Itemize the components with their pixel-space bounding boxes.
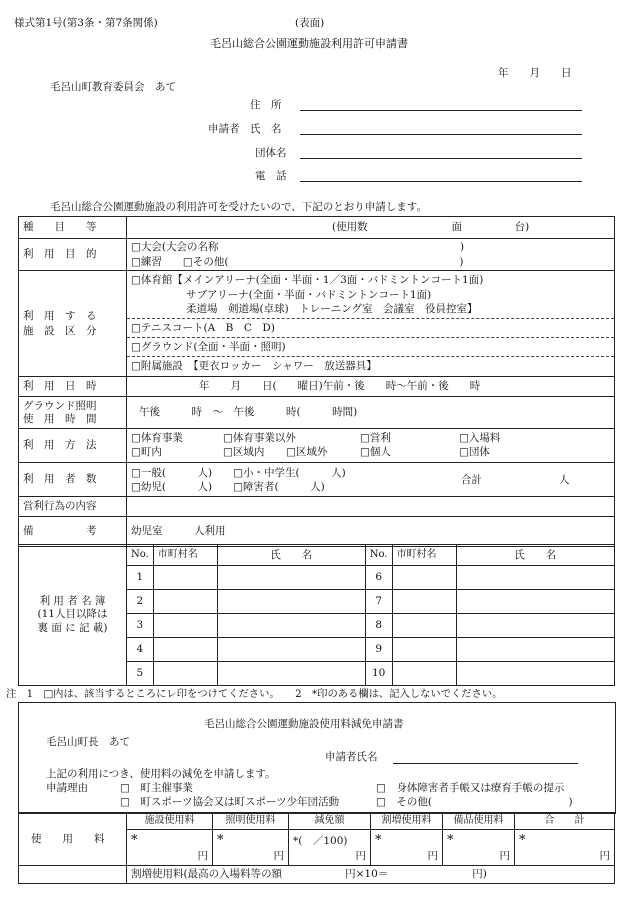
roster-no: 7: [365, 590, 392, 614]
fee-equipment[interactable]: [443, 830, 515, 866]
phone-label: 電 話: [255, 170, 287, 182]
roster-name-input[interactable]: [456, 566, 614, 590]
roster-name-input[interactable]: [217, 590, 365, 614]
form-title: 毛呂山総合公園運動施設利用許可申請書: [210, 37, 408, 50]
gym-sub-arena: サブアリーナ(全面・半面・バドミントンコート1面): [186, 288, 432, 301]
fee-header-total: 合 計: [515, 813, 615, 830]
commercial-label: 営利行為の内容: [19, 497, 127, 517]
roster-name-input[interactable]: [456, 590, 614, 614]
form-number: 様式第1号(第3条・第7条関係): [14, 17, 158, 29]
date-label: 利 用 日 時: [19, 377, 127, 397]
fee-header-lighting: 照明使用料: [213, 813, 289, 830]
fees-table: [18, 812, 615, 884]
users-children[interactable]: □幼児( 人) □障害者( 人): [131, 480, 325, 493]
method-individual[interactable]: □個人: [360, 445, 391, 458]
lighting-label: [19, 397, 127, 429]
gym-option[interactable]: [127, 271, 614, 318]
method-in-area[interactable]: □区域内: [223, 445, 265, 458]
tennis-option[interactable]: □テニスコート(A B C D): [127, 318, 614, 337]
reduction-applicant-label: 申請者氏名: [325, 751, 378, 763]
roster-name-input[interactable]: [217, 638, 365, 662]
method-label: 利 用 方 法: [19, 429, 127, 463]
purpose-cell[interactable]: [127, 239, 615, 271]
users-label: 利 用 者 数: [19, 463, 127, 497]
application-table: [18, 216, 615, 547]
roster-no: 3: [127, 614, 154, 638]
facility-label-2: 施 設 区 分: [23, 324, 97, 337]
fee-header-surcharge: 割増使用料: [371, 813, 443, 830]
facility-label-1: 利 用 す る: [23, 310, 97, 323]
name-input[interactable]: [300, 134, 582, 135]
fee-reduction[interactable]: [289, 830, 371, 866]
surcharge-basis[interactable]: 割増使用料(最高の入場料等の額 円×10＝ 円): [127, 866, 615, 884]
remarks-label: 備 考: [19, 517, 127, 547]
reason-other[interactable]: □ その他( ): [376, 796, 573, 808]
roster-name-input[interactable]: [217, 566, 365, 590]
form-note: 注 1 □内は、該当するところにレ印をつけてください。 2 *印のある欄は、記入しないでください。: [6, 688, 503, 700]
roster-label-1: 利 用 者 名 簿: [39, 594, 106, 607]
yen-unit: 円: [427, 849, 438, 862]
applicant-label: 申請者: [208, 123, 240, 135]
ground-option[interactable]: □グラウンド(全面・半面・照明): [127, 337, 614, 356]
method-non-sports[interactable]: □体育事業以外: [223, 431, 296, 444]
reduction-title: 毛呂山総合公園運動施設使用料減免申請書: [204, 718, 404, 730]
commercial-value[interactable]: [127, 497, 615, 517]
fee-header-equipment: 備品使用料: [443, 813, 515, 830]
roster-label-2: (11人目以降は: [37, 608, 108, 621]
yen-unit: 円: [273, 849, 284, 862]
category-value[interactable]: (使用数 面 台): [127, 217, 615, 239]
roster-city-input[interactable]: [153, 590, 217, 614]
facility-cell: [127, 271, 615, 377]
category-label: 種 目 等: [19, 217, 127, 239]
reason-town-event[interactable]: □ 町主催事業: [120, 782, 193, 794]
star-mark: *: [217, 833, 224, 848]
yen-unit: 円: [355, 849, 366, 862]
request-text: 毛呂山総合公園運動施設の利用許可を受けたいので、下記のとおり申請します。: [50, 201, 427, 213]
roster-name-input[interactable]: [456, 638, 614, 662]
annex-option[interactable]: □附属施設 【更衣ロッカー シャワー 放送器具】: [127, 356, 614, 375]
method-admission[interactable]: □入場料: [459, 431, 501, 444]
lighting-value[interactable]: 午後 時 〜 午後 時( 時間): [127, 397, 615, 429]
roster-no: 10: [365, 662, 392, 686]
facility-label: [19, 271, 127, 377]
roster-no: 8: [365, 614, 392, 638]
method-cell[interactable]: [127, 429, 615, 463]
roster-name-input[interactable]: [456, 614, 614, 638]
roster-name-input[interactable]: [217, 662, 365, 686]
users-total-label: 合計: [461, 473, 482, 486]
phone-input[interactable]: [300, 181, 582, 182]
roster-table: [18, 544, 615, 686]
reason-label: 申請理由: [46, 782, 88, 794]
roster-no: 1: [127, 566, 154, 590]
roster-header-name: 氏 名: [456, 545, 614, 566]
roster-city-input[interactable]: [392, 590, 456, 614]
yen-unit: 円: [197, 849, 208, 862]
group-label: 団体名: [255, 147, 287, 159]
roster-header-no: No.: [365, 545, 392, 566]
users-total-unit: 人: [559, 473, 570, 486]
roster-label-3: 裏 面 に 記 載): [37, 621, 108, 634]
method-group[interactable]: □団体: [459, 445, 490, 458]
roster-name-input[interactable]: [456, 662, 614, 686]
roster-no: 4: [127, 638, 154, 662]
roster-header-name: 氏 名: [217, 545, 365, 566]
users-general[interactable]: □一般( 人) □小・中学生( 人): [131, 466, 346, 479]
roster-header-no: No.: [127, 545, 154, 566]
reduction-rate: *( ／100): [293, 835, 348, 847]
purpose-tournament[interactable]: □大会(大会の名称 ): [131, 241, 465, 254]
method-out-area[interactable]: □区域外: [286, 445, 328, 458]
addressee: 毛呂山町教育委員会 あて: [50, 81, 176, 93]
purpose-practice[interactable]: □練習 □その他( ): [131, 255, 464, 268]
method-profit[interactable]: □営利: [360, 431, 391, 444]
roster-city-input[interactable]: [153, 614, 217, 638]
fee-lighting[interactable]: [213, 830, 289, 866]
roster-city-input[interactable]: [153, 662, 217, 686]
roster-city-input[interactable]: [153, 566, 217, 590]
roster-label: [19, 545, 127, 686]
reduction-applicant-input[interactable]: [393, 763, 578, 764]
method-sports[interactable]: □体育事業: [131, 431, 183, 444]
reason-disability[interactable]: □ 身体障害者手帳又は療育手帳の提示: [376, 782, 565, 794]
fee-facility[interactable]: [127, 830, 213, 866]
fee-header-facility: 施設使用料: [127, 813, 213, 830]
yen-unit: 円: [499, 849, 510, 862]
roster-city-input[interactable]: [392, 662, 456, 686]
fee-header-reduction: 減免額: [289, 813, 371, 830]
star-mark: *: [131, 833, 138, 848]
lighting-label-1: グラウンド照明: [23, 400, 97, 413]
gym-rooms: 柔道場 剣道場(卓球) トレーニング室 会議室 役員控室】: [186, 302, 478, 315]
roster-city-input[interactable]: [153, 638, 217, 662]
date-field[interactable]: 年 月 日: [498, 67, 572, 79]
fees-label: 使 用 料: [19, 813, 127, 866]
gym-main-arena: □体育館【メインアリーナ(全面・半面・1／3面・バドミントンコート1面): [131, 274, 484, 287]
star-mark: *: [447, 833, 454, 848]
roster-header-city: 市町村名: [392, 545, 456, 566]
purpose-label: 利 用 目 的: [19, 239, 127, 271]
reduction-addressee: 毛呂山町長 あて: [46, 736, 130, 748]
name-label: 氏 名: [250, 123, 282, 135]
method-town[interactable]: □町内: [131, 445, 162, 458]
fee-total[interactable]: [515, 830, 615, 866]
star-mark: *: [519, 833, 526, 848]
roster-no: 5: [127, 662, 154, 686]
roster-city-input[interactable]: [392, 566, 456, 590]
roster-no: 2: [127, 590, 154, 614]
reason-sports-assoc[interactable]: □ 町スポーツ協会又は町スポーツ少年団活動: [120, 796, 340, 808]
roster-name-input[interactable]: [217, 614, 365, 638]
address-input[interactable]: [300, 110, 582, 111]
lighting-label-2: 使 用 時 間: [23, 412, 97, 425]
remarks-value[interactable]: 幼児室 人利用: [127, 517, 615, 547]
fees-spacer: [19, 866, 127, 884]
date-value[interactable]: 年 月 日( 曜日)午前・後 時〜午前・後 時: [127, 377, 615, 397]
group-input[interactable]: [300, 158, 582, 159]
roster-no: 6: [365, 566, 392, 590]
side-label: (表面): [295, 17, 325, 29]
roster-city-input[interactable]: [392, 638, 456, 662]
fee-surcharge[interactable]: [371, 830, 443, 866]
reduction-text: 上記の利用につき、使用料の減免を申請します。: [46, 768, 276, 780]
roster-no: 9: [365, 638, 392, 662]
roster-header-city: 市町村名: [153, 545, 217, 566]
star-mark: *: [375, 833, 382, 848]
roster-city-input[interactable]: [392, 614, 456, 638]
users-cell[interactable]: [127, 463, 615, 497]
address-label: 住 所: [250, 99, 282, 111]
yen-unit: 円: [599, 849, 610, 862]
